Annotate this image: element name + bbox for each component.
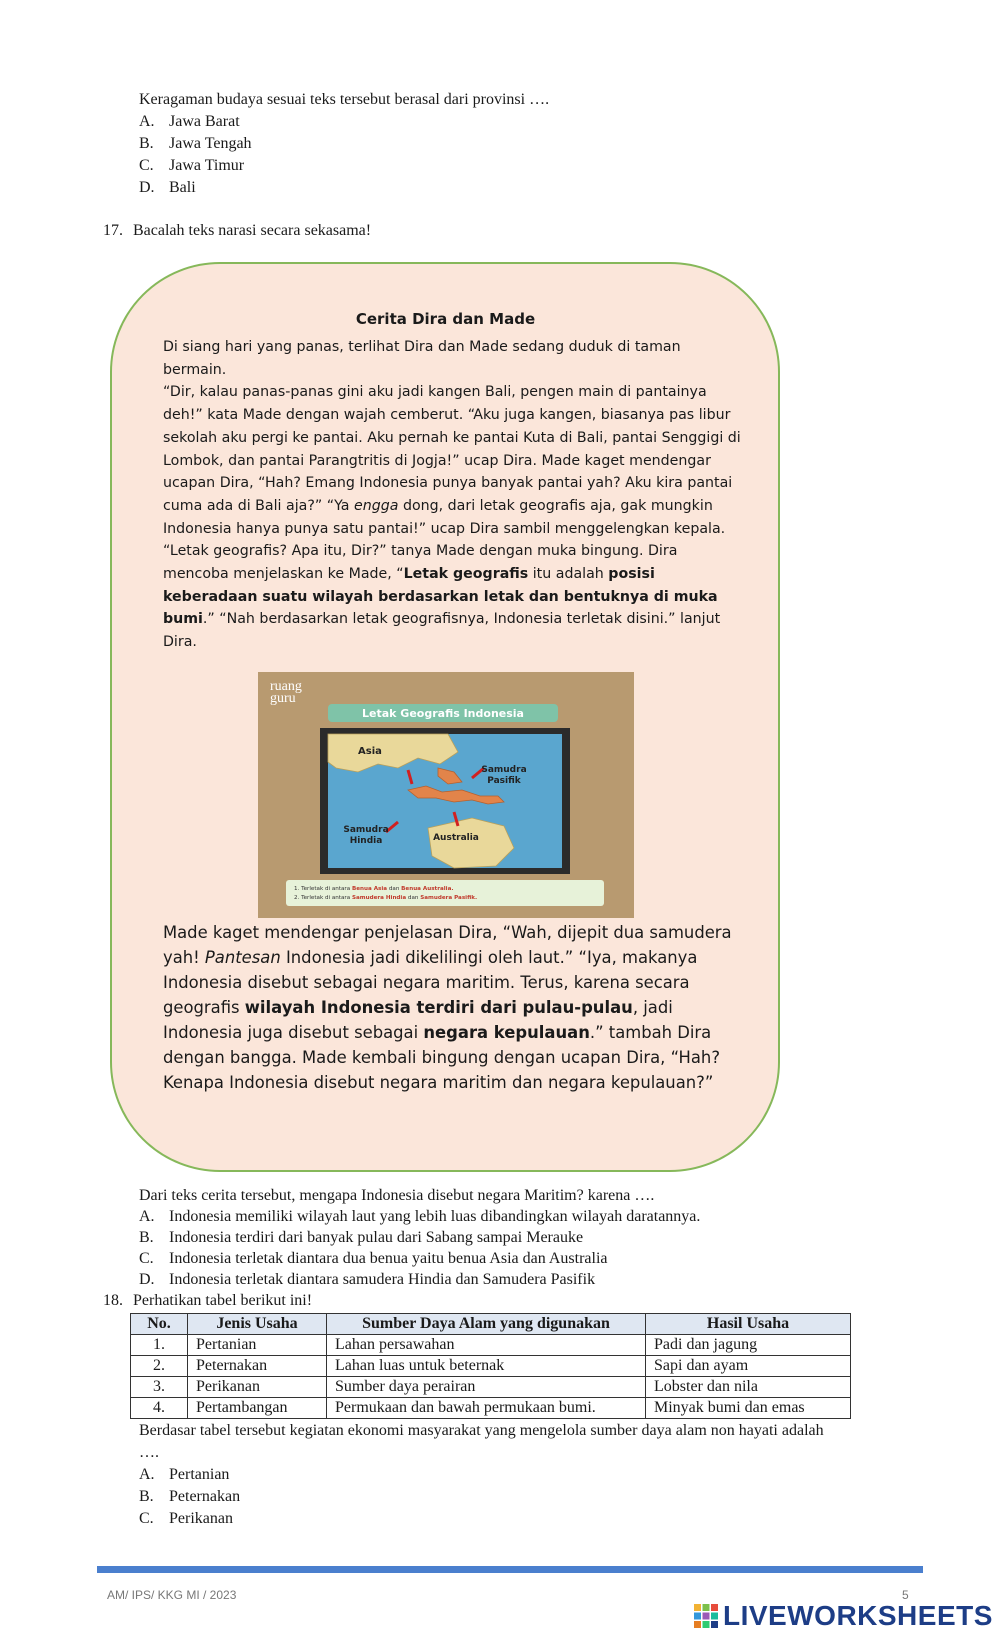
- option-text: Indonesia terdiri dari banyak pulau dari Sabang sampai Merauke: [169, 1229, 584, 1246]
- q17-option-c[interactable]: [139, 1248, 608, 1270]
- table-cell: 1.: [131, 1335, 188, 1356]
- figure-banner: Letak Geografis Indonesia: [362, 707, 524, 720]
- option-letter: C.: [139, 1510, 154, 1527]
- story-paragraph-2: [163, 920, 743, 1095]
- liveworksheets-icon: [693, 1603, 719, 1629]
- q18-question-line-1: Berdasar tabel tersebut kegiatan ekonomi masyarakat yang mengelola sumber daya alam non hayati adalah: [139, 1422, 824, 1439]
- option-text: Pertanian: [169, 1466, 230, 1483]
- table-cell: 3.: [131, 1377, 188, 1398]
- option-letter: A.: [139, 1466, 155, 1483]
- indonesia-map-illustration: [258, 672, 634, 918]
- table-cell: Peternakan: [188, 1356, 327, 1377]
- table-cell: Sapi dan ayam: [646, 1356, 851, 1377]
- table-cell: Lahan persawahan: [327, 1335, 646, 1356]
- q18-option-c[interactable]: [139, 1508, 233, 1530]
- option-text: Jawa Barat: [169, 113, 240, 130]
- table-row: [131, 1356, 851, 1377]
- label-indian-1: Samudra: [343, 825, 389, 835]
- q18-option-a[interactable]: [139, 1464, 229, 1486]
- story-bold: Letak geografis: [403, 566, 529, 583]
- story-paragraph-1: [163, 336, 743, 654]
- story-text: .” tambah Dira dengan bangga. Made kembali bingung dengan ucapan Dira, “Hah? Kenapa Indonesia disebut negara maritim dan negara kepulauan?”: [163, 1023, 721, 1092]
- option-text: Indonesia memiliki wilayah laut yang lebih luas dibandingkan wilayah daratannya.: [169, 1208, 701, 1225]
- table-row: [131, 1398, 851, 1419]
- option-text: Perikanan: [169, 1510, 233, 1527]
- story-bold: negara kepulauan: [423, 1023, 590, 1042]
- story-text: , jadi Indonesia juga disebut sebagai: [163, 998, 673, 1042]
- table-cell: Pertambangan: [188, 1398, 327, 1419]
- liveworksheets-logo[interactable]: [693, 1600, 993, 1632]
- option-letter: B.: [139, 1229, 154, 1246]
- story-italic: engga: [354, 497, 399, 514]
- label-pacific-1: Samudra: [481, 765, 527, 775]
- resource-table: [130, 1313, 851, 1419]
- q17-instruction: Bacalah teks narasi secara sekasama!: [133, 222, 372, 239]
- table-header-row: [131, 1314, 851, 1335]
- table-row: [131, 1377, 851, 1398]
- table-row: [131, 1335, 851, 1356]
- geography-map-figure: [258, 672, 634, 918]
- table-cell: 2.: [131, 1356, 188, 1377]
- page-number: 5: [902, 1588, 909, 1602]
- q18-option-b[interactable]: [139, 1486, 240, 1508]
- q18-header: [103, 1290, 312, 1312]
- footer-divider: [97, 1566, 923, 1573]
- table-cell: Perikanan: [188, 1377, 327, 1398]
- q17-question: Dari teks cerita tersebut, mengapa Indonesia disebut negara Maritim? karena ….: [139, 1187, 655, 1204]
- option-letter: C.: [139, 1250, 154, 1267]
- table-cell: Lobster dan nila: [646, 1377, 851, 1398]
- q16-option-d[interactable]: [139, 177, 196, 199]
- story-text: .” “Nah berdasarkan letak geografisnya, Indonesia terletak disini.” lanjut Dira.: [163, 611, 721, 651]
- table-header: Hasil Usaha: [646, 1314, 851, 1335]
- q17-header: [103, 220, 371, 242]
- q17-option-d[interactable]: [139, 1269, 595, 1291]
- story-text: “Dir, kalau panas-panas gini aku jadi kangen Bali, pengen main di pantainya deh!” kata Made dengan wajah cemberut. “Aku juga kangen, biasanya pas libur sekolah aku pergi ke pantai. Aku pernah ke pantai Kuta di Bali, pantai Senggigi di Lombok, dan pantai Parangtritis di Jogja!” ucap Dira. Made kaget mendengar ucapan Dira, “Hah? Emang Indonesia punya banyak pantai yah? Aku kira pantai cuma ada di Bali aja?” “Ya: [163, 384, 741, 514]
- option-letter: D.: [139, 1271, 155, 1288]
- story-italic: Pantesan: [204, 948, 281, 967]
- story-bold: posisi keberadaan suatu wilayah berdasarkan letak dan bentuknya di muka bumi: [163, 566, 718, 628]
- story-title: Cerita Dira dan Made: [355, 310, 536, 328]
- q17-option-a[interactable]: [139, 1206, 700, 1228]
- option-letter: A.: [139, 113, 155, 130]
- label-asia: Asia: [358, 746, 382, 757]
- story-text: itu adalah: [528, 566, 609, 583]
- option-text: Bali: [169, 179, 196, 196]
- q16-option-c[interactable]: [139, 155, 244, 177]
- table-header: Jenis Usaha: [188, 1314, 327, 1335]
- story-text: Indonesia jadi dikelilingi oleh laut.” “Iya, makanya Indonesia disebut sebagai negara maritim. Terus, karena secara geografis: [163, 948, 698, 1017]
- label-indian-2: Hindia: [349, 836, 383, 846]
- table-cell: 4.: [131, 1398, 188, 1419]
- table-cell: Padi dan jagung: [646, 1335, 851, 1356]
- footer-label: AM/ IPS/ KKG MI / 2023: [107, 1588, 237, 1602]
- q17-option-b[interactable]: [139, 1227, 583, 1249]
- q16-option-b[interactable]: [139, 133, 252, 155]
- q16-stem: Keragaman budaya sesuai teks tersebut berasal dari provinsi ….: [139, 91, 550, 108]
- option-text: Jawa Tengah: [169, 135, 252, 152]
- q17-number: 17.: [103, 222, 123, 239]
- table-cell: Pertanian: [188, 1335, 327, 1356]
- brand-line-2: guru: [270, 691, 296, 706]
- table-header: No.: [131, 1314, 188, 1335]
- story-text: Di siang hari yang panas, terlihat Dira dan Made sedang duduk di taman bermain.: [163, 339, 681, 378]
- option-letter: A.: [139, 1208, 155, 1225]
- brand-line-1: ruang: [270, 679, 302, 694]
- story-text: Made kaget mendengar penjelasan Dira, “Wah, dijepit dua samudera yah!: [163, 923, 732, 967]
- option-text: Jawa Timur: [169, 157, 245, 174]
- q16-option-a[interactable]: [139, 111, 240, 133]
- figure-note-2: 2. Terletak di antara Samudera Hindia dan Samudera Pasifik.: [294, 895, 478, 901]
- label-australia: Australia: [433, 833, 479, 843]
- q18-number: 18.: [103, 1292, 123, 1309]
- q18-question-line-2: ….: [139, 1444, 159, 1461]
- logo-text: LIVEWORKSHEETS: [723, 1600, 993, 1631]
- table-cell: Lahan luas untuk beternak: [327, 1356, 646, 1377]
- option-text: Indonesia terletak diantara dua benua yaitu benua Asia dan Australia: [169, 1250, 608, 1267]
- option-letter: B.: [139, 1488, 154, 1505]
- table-cell: Permukaan dan bawah permukaan bumi.: [327, 1398, 646, 1419]
- table-header: Sumber Daya Alam yang digunakan: [327, 1314, 646, 1335]
- option-letter: C.: [139, 157, 154, 174]
- option-text: Indonesia terletak diantara samudera Hindia dan Samudera Pasifik: [169, 1271, 596, 1288]
- q18-instruction: Perhatikan tabel berikut ini!: [133, 1292, 313, 1309]
- option-text: Peternakan: [169, 1488, 241, 1505]
- figure-note-1: 1. Terletak di antara Benua Asia dan Benua Australia.: [294, 886, 454, 892]
- australia-landmass: [428, 818, 514, 868]
- story-text: dong, dari letak geografis aja, gak mungkin Indonesia hanya punya satu pantai!” ucap Dira sambil menggelengkan kepala. “Letak geografis? Apa itu, Dir?” tanya Made dengan muka bingung. Dira mencoba menjelaskan ke Made, “: [163, 497, 726, 583]
- story-bold: wilayah Indonesia terdiri dari pulau-pulau: [244, 998, 633, 1017]
- option-letter: D.: [139, 179, 155, 196]
- label-pacific-2: Pasifik: [487, 776, 521, 786]
- table-cell: Sumber daya perairan: [327, 1377, 646, 1398]
- option-letter: B.: [139, 135, 154, 152]
- table-cell: Minyak bumi dan emas: [646, 1398, 851, 1419]
